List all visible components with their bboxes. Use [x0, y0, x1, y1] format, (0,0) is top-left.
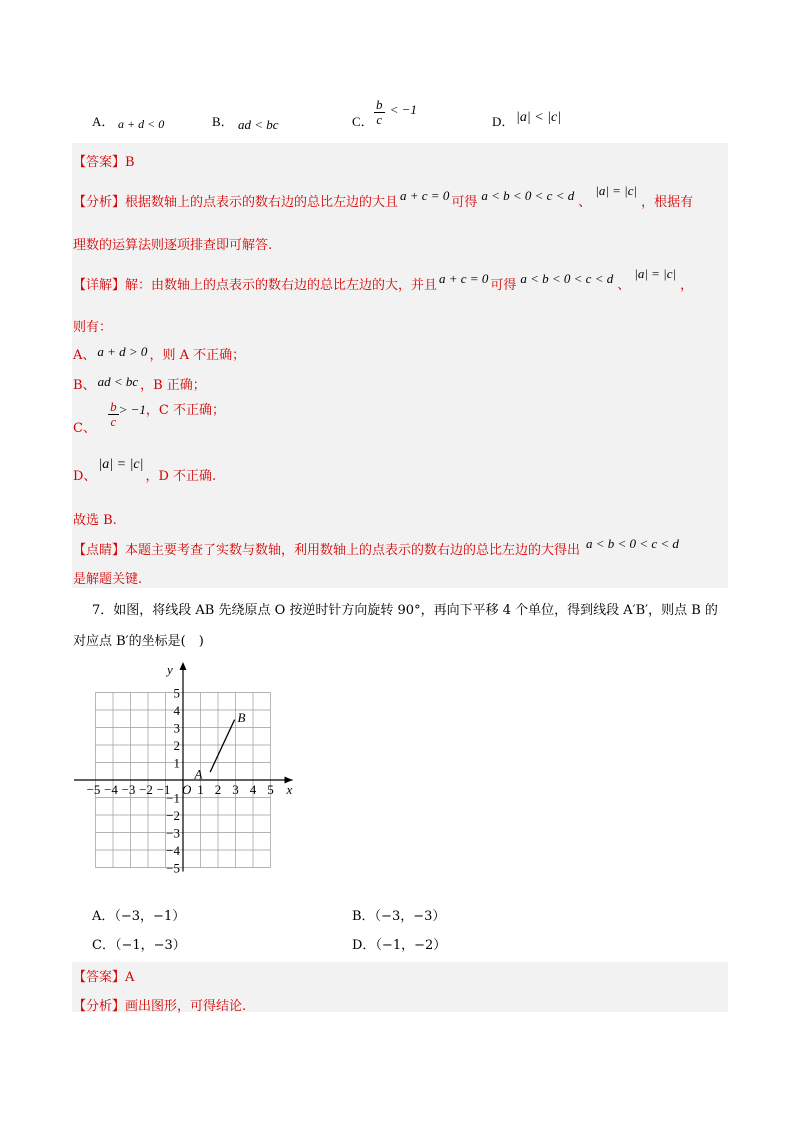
q6-option-c-numerator: b	[376, 97, 383, 112]
q6-option-a-label: A．	[92, 114, 115, 129]
y-tick-label: 1	[173, 755, 180, 771]
x-tick-label: 2	[214, 782, 222, 797]
q6-detail-text2: 可得	[490, 278, 517, 293]
q6-item-a-text: ，则 A 不正确；	[149, 348, 246, 363]
q6-option-c-denominator: c	[376, 112, 383, 128]
y-tick-label: 3	[173, 720, 180, 736]
q6-detail-text3: ，	[680, 278, 694, 293]
q6-detail-math1: a + c = 0	[439, 271, 489, 286]
q7-option-a: A．（−3，−1）	[92, 909, 186, 924]
q7-option-b: B．（−3，−3）	[352, 909, 446, 924]
y-tick-label: −4	[166, 843, 180, 858]
q6-item-b-text: ，B 正确；	[140, 378, 206, 393]
y-tick-label: 5	[173, 685, 180, 701]
q6-analysis-math3: |a| = |c|	[595, 183, 638, 198]
x-tick-label: 5	[267, 782, 274, 797]
q6-detail-math3: |a| = |c|	[634, 266, 677, 281]
graph-axes	[74, 662, 293, 872]
q6-analysis-line2: 理数的运算法则逐项排查即可解答.	[73, 238, 273, 253]
x-tick-label: −1	[156, 782, 171, 797]
x-tick-label: 3	[232, 782, 239, 797]
q7-answer: 【答案】A	[73, 970, 135, 985]
q6-item-a	[73, 344, 245, 363]
q6-detail-math2: a < b < 0 < c < d	[520, 271, 614, 286]
y-axis-arrow	[180, 662, 187, 670]
q6-option-b-label: B．	[212, 114, 234, 129]
q7-coordinate-graph	[70, 658, 300, 884]
q6-conclusion: 故选 B.	[73, 513, 117, 528]
q6-analysis-math2: a < b < 0 < c < d	[481, 188, 575, 203]
y-tick-label: 2	[173, 738, 180, 753]
q6-analysis-line1	[73, 183, 694, 210]
q6-comment-math: a < b < 0 < c < d	[586, 536, 679, 551]
q7-option-d: D．（−1，−2）	[352, 938, 447, 953]
q7-option-c: C．（−1，−3）	[92, 938, 186, 953]
q6-item-b-prefix: B、	[73, 378, 96, 393]
q7-stem-line1: 7．如图，将线段 AB 先绕原点 O 按逆时针方向旋转 90°，再向下平移 4 个单位，得到线段 A′B′，则点 B 的	[92, 603, 718, 618]
q6-analysis-text1: 【分析】根据数轴上的点表示的数右边的总比左边的大且	[73, 195, 399, 210]
y-tick-label: −5	[166, 860, 180, 876]
q6-item-d-math: |a| = |c|	[98, 457, 144, 472]
q6-item-c-fraction	[108, 400, 119, 430]
point-b-label: B	[237, 710, 246, 725]
q6-item-c-relation: > −1	[118, 402, 146, 418]
x-tick-label: −3	[121, 782, 136, 797]
q6-item-c-text: ，C 不正确；	[145, 403, 225, 419]
q6-item-c-prefix: C、	[73, 421, 96, 437]
q6-item-a-math: a + d > 0	[97, 344, 148, 359]
q6-detail-line2: 则有：	[73, 320, 113, 335]
q6-option-a-expr: a + d < 0	[118, 117, 165, 131]
q6-item-b-math: ad < bc	[97, 374, 139, 389]
q6-item-d	[73, 453, 217, 484]
q6-item-c-denominator: c	[110, 414, 117, 430]
q7-stem-line2: 对应点 B′的坐标是( )	[73, 634, 204, 649]
q6-comment-line1	[73, 536, 679, 558]
q6-answer: 【答案】B	[73, 155, 135, 170]
x-axis-label: x	[286, 782, 293, 797]
q6-option-b-expr: ad < bc	[238, 117, 279, 132]
q6-detail-sep: 、	[617, 278, 631, 293]
q6-analysis-text2: 可得	[451, 195, 478, 210]
origin-label: O	[182, 782, 192, 797]
q6-analysis-sep: 、	[578, 195, 592, 210]
q6-analysis-math1: a + c = 0	[400, 188, 450, 203]
q6-item-d-text: ，D 不正确.	[145, 469, 217, 484]
q6-comment-text1: 【点睛】本题主要考查了实数与数轴，利用数轴上的点表示的数右边的总比左边的大得出	[73, 543, 581, 558]
q6-item-d-prefix: D、	[73, 469, 97, 484]
q6-option-d-expr: |a| < |c|	[516, 110, 562, 125]
q6-item-a-prefix: A、	[73, 348, 96, 363]
q6-comment-line2: 是解题关键.	[73, 572, 143, 587]
q6-detail-text1: 【详解】解：由数轴上的点表示的数右边的总比左边的大，并且	[73, 278, 438, 293]
x-tick-label: −5	[86, 782, 101, 797]
x-tick-label: −2	[139, 782, 153, 797]
x-tick-label: 1	[197, 782, 204, 797]
x-tick-label: 4	[249, 782, 257, 797]
y-tick-label: −1	[166, 790, 180, 806]
q6-option-c-fraction	[374, 98, 385, 128]
q6-item-c-numerator: b	[110, 399, 117, 414]
point-a-label: A	[194, 766, 203, 782]
q7-analysis: 【分析】画出图形，可得结论.	[73, 999, 247, 1014]
q6-option-c-relation: < −1	[389, 102, 417, 117]
y-tick-label: −3	[166, 825, 180, 841]
y-tick-label: 4	[173, 703, 180, 718]
y-tick-label: −2	[166, 808, 180, 823]
q6-option-d-label: D．	[492, 114, 515, 129]
x-tick-label: −4	[104, 782, 118, 797]
y-axis-label: y	[167, 662, 173, 677]
q6-analysis-text3: ，根据有	[641, 195, 694, 210]
q6-item-b	[73, 374, 206, 393]
q6-item-c	[73, 399, 225, 437]
q6-option-c-expr	[374, 98, 417, 128]
q6-detail-line1	[73, 266, 694, 293]
q6-option-c-label: C．	[352, 114, 374, 129]
